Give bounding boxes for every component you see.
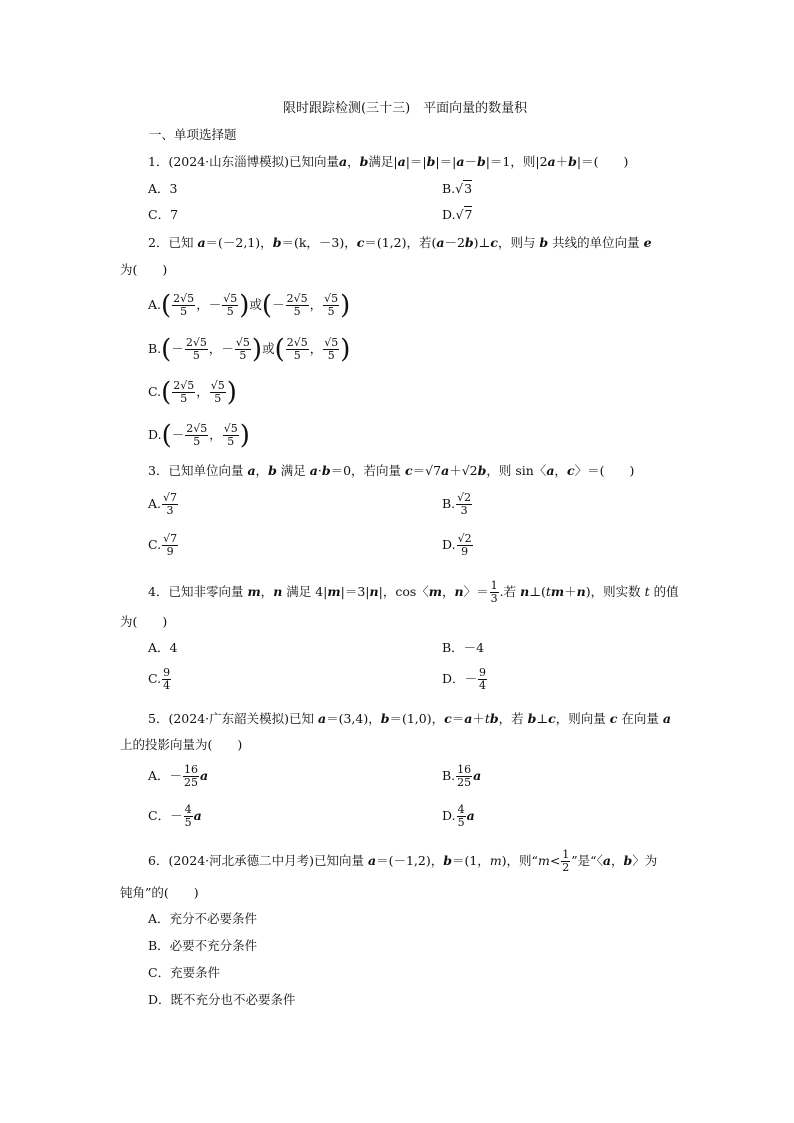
q6-option-a: A．充分不必要条件 [148, 911, 258, 926]
q4-option-a: A．4 [148, 640, 178, 655]
q5-option-a: A．－ $\frac{16}{25}$ a [148, 763, 209, 789]
q2-option-d: D.(－ $\frac{2√5}{5}$ ， $\frac{√5}{5}$ ) [148, 420, 250, 451]
q4-option-b: B．－4 [442, 640, 485, 655]
question-2-line2: 为( ) [120, 262, 168, 277]
question-6: 6．(2024·河北承德二中月考)已知向量 a＝(－1,2)，b＝(1，m)，则“m< $\frac{1}{2}$ ”是“〈a，b〉为 [148, 848, 658, 874]
question-2: 2．已知 a＝(－2,1)，b＝(k，－3)，c＝(1,2)，若(a－2b)⊥c，则与 b 共线的单位向量 e [148, 235, 652, 250]
question-6-line2: 钝角”的( ) [120, 885, 199, 900]
q1-option-b: B.√3 [442, 181, 473, 196]
q3-option-a: A. $\frac{√7}{3}$ [148, 491, 178, 517]
section-heading: 一、单项选择题 [149, 127, 237, 142]
question-5-line2: 上的投影向量为( ) [120, 737, 243, 752]
q6-option-c: C．充要条件 [148, 965, 221, 980]
q6-option-d: D．既不充分也不必要条件 [148, 992, 296, 1007]
q4-option-c: C. $\frac{9}{4}$ [148, 666, 171, 692]
question-4: 4．已知非零向量 m，n 满足 4|m|＝3|n|，cos〈m，n〉＝ $\frac{1}{3}$ .若 n⊥(tm＋n)，则实数 t 的值 [148, 579, 679, 605]
q5-option-b: B. $\frac{16}{25}$ a [442, 763, 482, 789]
question-4-line2: 为( ) [120, 614, 168, 629]
question-3: 3．已知单位向量 a，b 满足 a·b＝0，若向量 c＝√7a＋√2b，则 sin〈a，c〉＝( ) [148, 463, 635, 478]
question-1: 1．(2024·山东淄博模拟)已知向量a，b满足|a|＝|b|＝|a－b|＝1，则|2a＋b|＝( ) [148, 154, 629, 169]
q2-option-c: C.( $\frac{2√5}{5}$ ， $\frac{√5}{5}$ ) [148, 377, 237, 408]
q1-option-c: C．7 [148, 207, 179, 222]
q3-option-b: B. $\frac{√2}{3}$ [442, 491, 472, 517]
q1-option-d: D.√7 [442, 207, 473, 222]
q1-option-a: A．3 [148, 181, 178, 196]
q5-option-d: D. $\frac{4}{5}$ a [442, 803, 475, 829]
q5-option-c: C．－ $\frac{4}{5}$ a [148, 803, 202, 829]
page-title: 限时跟踪检测(三十三) 平面向量的数量积 [283, 101, 528, 116]
q4-option-d: D．－ $\frac{9}{4}$ [442, 666, 487, 692]
q3-option-c: C. $\frac{√7}{9}$ [148, 532, 178, 558]
q2-option-a: A.( $\frac{2√5}{5}$ ，－ $\frac{√5}{5}$ )或(－ $\frac{2√5}{5}$ ， $\frac{√5}{5}$ ) [148, 290, 351, 321]
q2-option-b: B.(－ $\frac{2√5}{5}$ ，－ $\frac{√5}{5}$ )或( $\frac{2√5}{5}$ ， $\frac{√5}{5}$ ) [148, 334, 351, 365]
question-5: 5．(2024·广东韶关模拟)已知 a＝(3,4)，b＝(1,0)，c＝a＋tb，若 b⊥c，则向量 c 在向量 a [148, 711, 671, 726]
q6-option-b: B．必要不充分条件 [148, 938, 258, 953]
q3-option-d: D. $\frac{√2}{9}$ [442, 532, 472, 558]
